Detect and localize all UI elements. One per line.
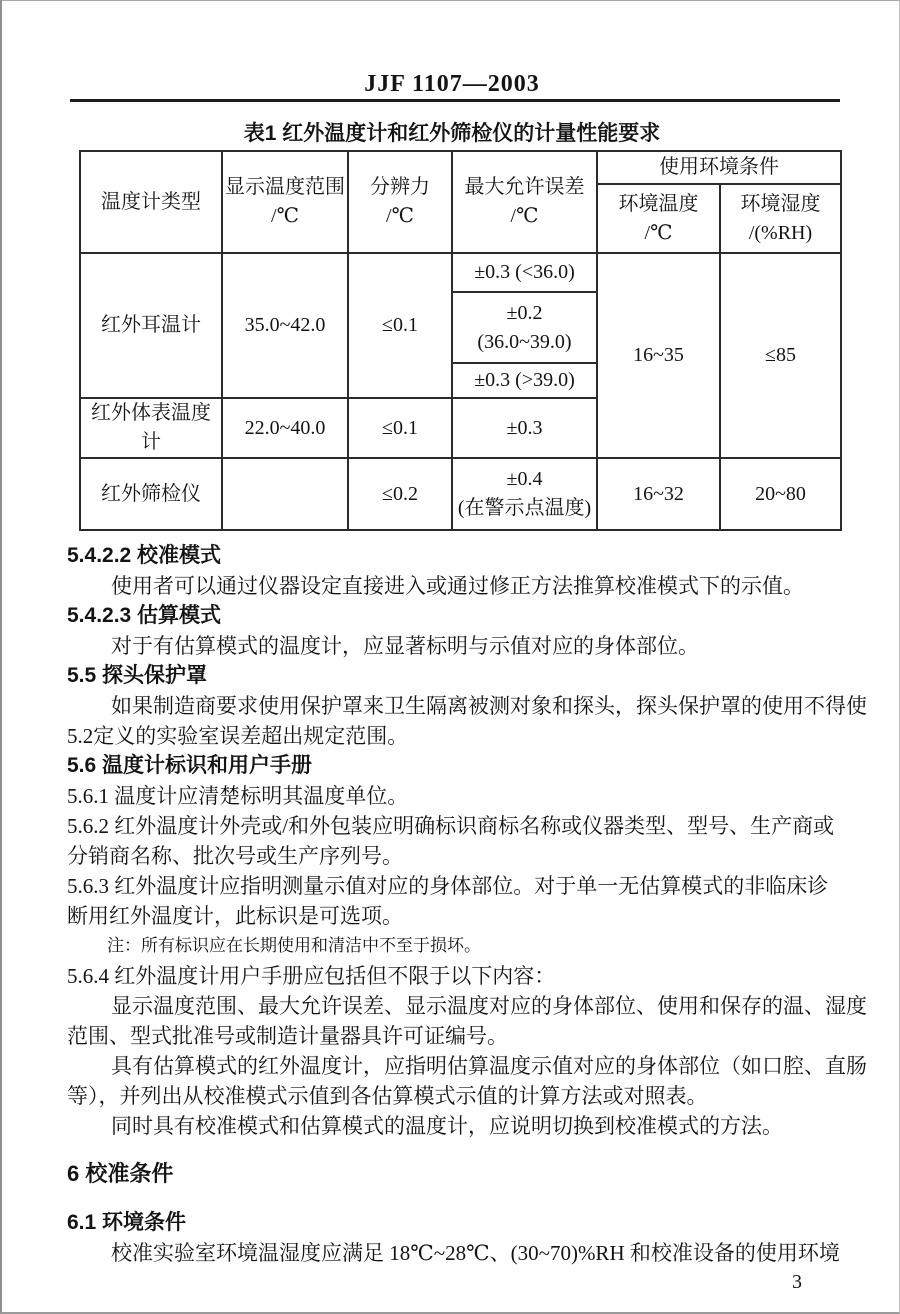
- col-header-env-humidity-label: 环境湿度: [740, 192, 821, 215]
- cell-ear-mpe-mid-range: (36.0~39.0): [477, 330, 572, 353]
- page-number: 3: [792, 1271, 802, 1293]
- cell-skin-type: 红外体表温度计: [80, 398, 222, 458]
- col-header-resolution-label: 分辨力: [370, 176, 430, 198]
- body-text: [67, 541, 867, 1268]
- cell-ear-mpe-high: ±0.3 (>39.0): [452, 363, 597, 398]
- chapter-heading-6: 6 校准条件: [67, 1161, 174, 1186]
- col-header-resolution-unit: /℃: [386, 205, 414, 227]
- cell-skin-display-range: 22.0~40.0: [222, 398, 348, 458]
- cell-ear-env-humidity: ≤85: [720, 253, 841, 458]
- cell-screening-mpe-value: ±0.4: [506, 468, 543, 490]
- section-heading-5-5: 5.5 探头保护罩: [67, 664, 208, 687]
- col-header-display-range-unit: /℃: [271, 205, 299, 227]
- body-line: 使用者可以通过仪器设定直接进入或通过修正方法推算校准模式下的示值。: [111, 574, 804, 598]
- cell-ear-mpe-low: ±0.3 (<36.0): [452, 253, 597, 292]
- body-line: 断用红外温度计，此标识是可选项。: [67, 904, 403, 928]
- col-header-mpe-unit: /℃: [510, 205, 539, 227]
- body-line: 显示温度范围、最大允许误差、显示温度对应的身体部位、使用和保存的温、湿度: [111, 994, 867, 1018]
- col-header-env-conditions: 使用环境条件: [597, 151, 841, 184]
- body-line: 具有估算模式的红外温度计，应指明估算温度示值对应的身体部位（如口腔、直肠: [111, 1054, 867, 1078]
- cell-ear-mpe-mid: [452, 292, 597, 363]
- body-line: 5.6.2 红外温度计外壳或/和外包装应明确标识商标名称或仪器类型、型号、生产商或: [67, 814, 835, 838]
- body-line: 范围、型式批准号或制造计量器具许可证编号。: [67, 1024, 508, 1048]
- col-header-env-temp-label: 环境温度: [618, 192, 699, 215]
- body-line: 5.2定义的实验室误差超出规定范围。: [67, 724, 409, 748]
- col-header-env-humidity: [720, 184, 841, 253]
- col-header-mpe-label: 最大允许误差: [464, 176, 585, 198]
- col-header-env-temp-unit: /℃: [644, 221, 673, 244]
- body-line: 对于有估算模式的温度计，应显著标明与示值对应的身体部位。: [111, 634, 699, 658]
- cell-ear-type: 红外耳温计: [80, 253, 222, 398]
- cell-skin-mpe: ±0.3: [452, 398, 597, 458]
- spec-table: [79, 150, 842, 531]
- cell-screening-resolution: ≤0.2: [348, 458, 452, 530]
- cell-ear-mpe-mid-value: ±0.2: [506, 301, 543, 324]
- document-code-header: JJF 1107—2003: [364, 71, 540, 97]
- col-header-resolution: [348, 151, 452, 253]
- body-line: 同时具有校准模式和估算模式的温度计，应说明切换到校准模式的方法。: [111, 1114, 783, 1138]
- col-header-env-temp: [597, 184, 720, 253]
- body-line: 分销商名称、批次号或生产序列号。: [67, 844, 403, 868]
- cell-ear-resolution: ≤0.1: [348, 253, 452, 398]
- col-header-display-range: [222, 151, 348, 253]
- col-header-display-range-label: 显示温度范围: [225, 176, 345, 198]
- section-heading-5-4-2-3: 5.4.2.3 估算模式: [67, 604, 222, 627]
- body-line: 校准实验室环境温湿度应满足 18℃~28℃、(30~70)%RH 和校准设备的使用环境: [111, 1241, 840, 1265]
- cell-screening-env-humidity: 20~80: [720, 458, 841, 530]
- cell-screening-env-temp: 16~32: [597, 458, 720, 530]
- section-heading-5-6: 5.6 温度计标识和用户手册: [67, 754, 313, 777]
- body-line: 5.6.3 红外温度计应指明测量示值对应的身体部位。对于单一无估算模式的非临床诊: [67, 874, 829, 898]
- cell-screening-display-range: [222, 458, 348, 530]
- header-rule: [70, 99, 840, 102]
- section-heading-6-1: 6.1 环境条件: [67, 1211, 187, 1234]
- body-line: 等），并列出从校准模式示值到各估算模式示值的计算方法或对照表。: [67, 1084, 708, 1108]
- cell-skin-resolution: ≤0.1: [348, 398, 452, 458]
- col-header-type: 温度计类型: [80, 151, 222, 253]
- cell-screening-mpe: [452, 458, 597, 530]
- col-header-env-humidity-unit: /(%RH): [748, 221, 813, 244]
- table-title: 表1 红外温度计和红外筛检仪的计量性能要求: [243, 122, 661, 145]
- cell-ear-env-temp: 16~35: [597, 253, 720, 458]
- table-row: [80, 253, 841, 292]
- body-line: 5.6.4 红外温度计用户手册应包括但不限于以下内容：: [67, 964, 556, 988]
- cell-screening-type: 红外筛检仪: [80, 458, 222, 530]
- col-header-mpe: [452, 151, 597, 253]
- body-line: 如果制造商要求使用保护罩来卫生隔离被测对象和探头，探头保护罩的使用不得使: [111, 694, 867, 718]
- body-line: 5.6.1 温度计应清楚标明其温度单位。: [67, 784, 409, 808]
- section-heading-5-4-2-2: 5.4.2.2 校准模式: [67, 544, 222, 567]
- table-row: [80, 458, 841, 530]
- note-line: 注：所有标识应在长期使用和清洁中不至于损坏。: [107, 936, 481, 955]
- cell-screening-mpe-note: (在警示点温度): [457, 497, 592, 519]
- cell-ear-display-range: 35.0~42.0: [222, 253, 348, 398]
